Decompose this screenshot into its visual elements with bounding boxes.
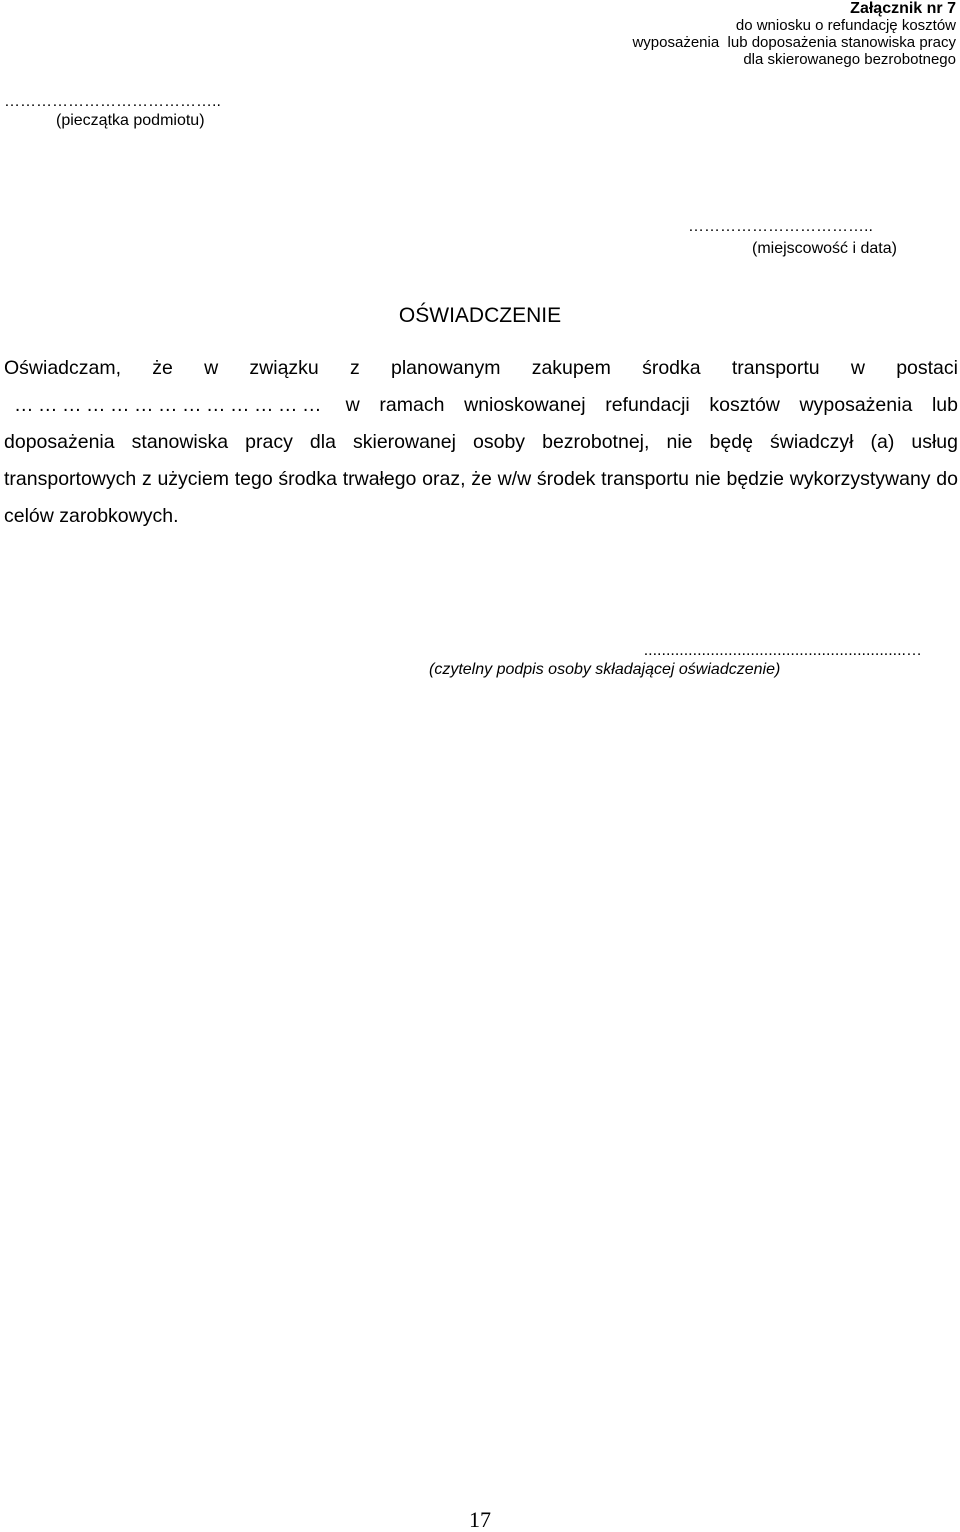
signature-caption: (czytelny podpis osoby składającej oświadczenie) — [429, 661, 781, 678]
annex-line-2: wyposażenia lub doposażenia stanowiska pracy — [632, 34, 956, 51]
annex-line-1: do wniosku o refundację kosztów — [735, 17, 956, 34]
place-date-dots: …………………………….. — [688, 218, 873, 235]
document-heading: OŚWIADCZENIE — [398, 304, 562, 327]
signature-dots: ...........................................................… — [643, 642, 922, 659]
page-number: 17 — [469, 1507, 491, 1532]
place-date-caption: (miejscowość i data) — [752, 240, 897, 257]
stamp-block — [4, 92, 221, 130]
statement-part-1: Oświadczam, że w związku z planowanym zakupem środka transportu w postaci — [4, 357, 958, 379]
statement-part-2: w ramach wnioskowanej refundacji kosztów wyposażenia lub doposażenia stanowiska pracy dla skierowanej osoby bezrobotnej, nie będę świadczył (a) usług transportowych z użyciem tego środka trwałego oraz, że w/w środek transportu nie będzie wykorzystywany do celów zarobkowych. — [4, 394, 958, 527]
statement-dots: ………………………………… — [14, 394, 326, 416]
annex-line-3: dla skierowanego bezrobotnego — [743, 51, 956, 68]
annex-title: Załącznik nr 7 — [850, 0, 956, 17]
annex-header — [632, 0, 956, 68]
statement-paragraph — [4, 350, 958, 535]
signature-block — [429, 641, 922, 679]
stamp-caption: (pieczątka podmiotu) — [56, 112, 205, 129]
stamp-dots: ………………………………….. — [4, 93, 221, 110]
place-date-block — [688, 216, 897, 260]
